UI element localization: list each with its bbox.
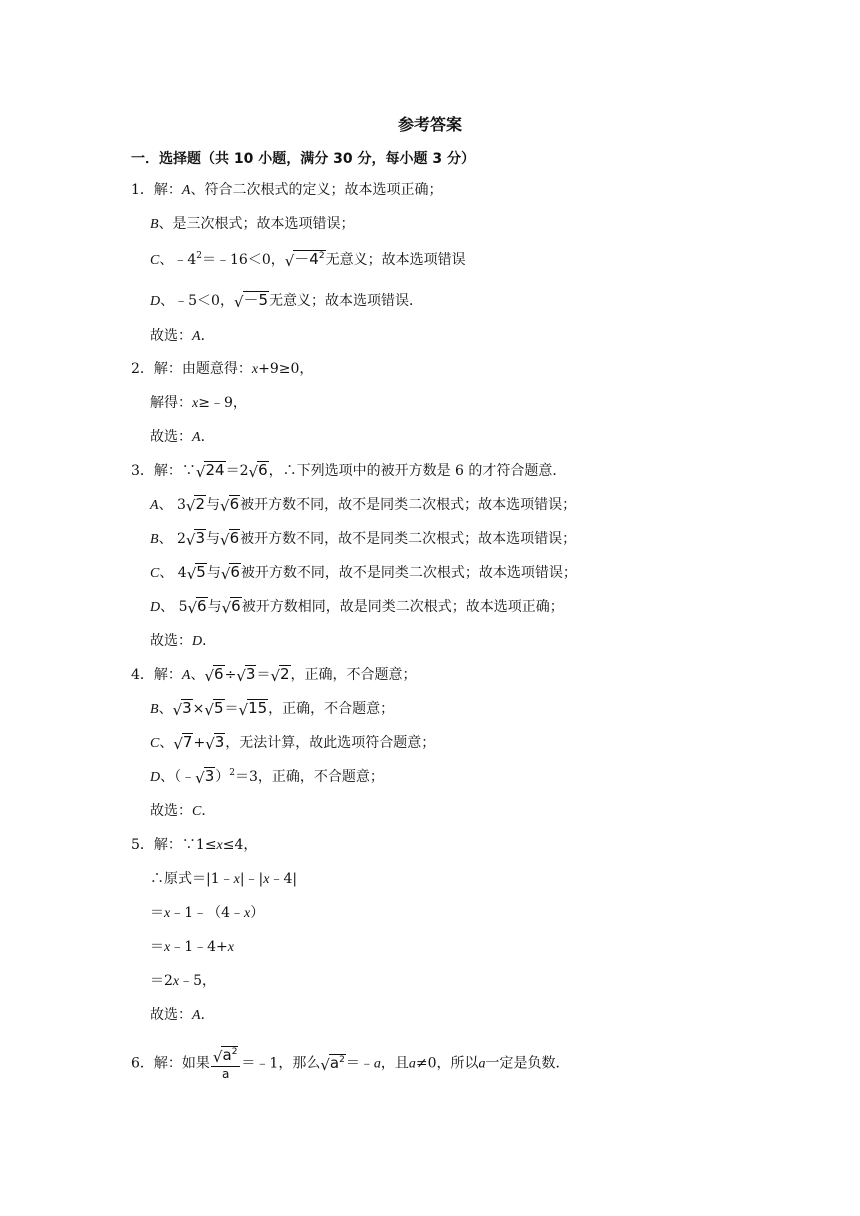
q3-line-a: A、 3√2与√6被开方数不同，故不是同类二次根式；故本选项错误； [150, 495, 577, 515]
q4-line-b: B、√3×√5＝√15，正确，不合题意； [150, 699, 395, 719]
q2-answer: 故选：A． [150, 429, 215, 445]
q1-line-a: 1．解：A、符合二次根式的定义；故本选项正确； [131, 182, 443, 198]
q5-line-3: ＝x﹣1﹣（4﹣x） [150, 905, 265, 921]
q1-line-c: C、$﹣4^2=﹣16<0$，$√-4^2$无意义；故本选项错误 [150, 250, 466, 270]
q4-line-c: C、√7+√3，无法计算，故此选项符合题意； [150, 733, 436, 753]
q3-line-c: C、 4√5与√6被开方数不同，故不是同类二次根式；故本选项错误； [150, 563, 577, 583]
q1-line-b: B、是三次根式；故本选项错误； [150, 216, 355, 232]
q3-line-1: 3．解：∵√24＝2√6，∴下列选项中的被开方数是 6 的才符合题意． [131, 461, 567, 481]
section-heading: 一．选择题（共 10 小题，满分 30 分，每小题 3 分） [131, 151, 475, 167]
fraction: $\frac{√a^2}{a}$ [211, 1046, 241, 1081]
q3-line-d: D、 5√6与√6被开方数相同，故是同类二次根式；故本选项正确； [150, 597, 564, 617]
q1-line-d: D、﹣5＜0，√－5无意义；故本选项错误． [150, 291, 424, 311]
q4-line-a: 4．解：A、√6÷√3＝√2，正确，不合题意； [131, 665, 417, 685]
q5-line-5: ＝2x﹣5， [150, 973, 217, 989]
q2-line-1: 2．解：由题意得：x+9≥0， [131, 361, 314, 377]
q4-line-d: D、（﹣√3）$^2$＝3，正确，不合题意； [150, 767, 384, 787]
q2-line-2: 解得：x≥﹣9， [150, 395, 247, 411]
q4-answer: 故选：C． [150, 803, 216, 819]
q5-line-2: ∴原式＝|1﹣x|﹣|x﹣4| [150, 871, 298, 887]
q3-line-b: B、 2√3与√6被开方数不同，故不是同类二次根式；故本选项错误； [150, 529, 577, 549]
q5-line-4: ＝x﹣1﹣4+x [150, 939, 234, 955]
page-title: 参考答案 [397, 115, 462, 134]
q5-line-1: 5．解：∵1≤x≤4， [131, 837, 258, 853]
q5-answer: 故选：A． [150, 1007, 215, 1023]
q6-line-1: 6．解：如果 $\frac{√a^2}{a}$ ＝﹣1，那么$√a^2=﹣a$，且a≠0，所以a一定是负数． [131, 1046, 570, 1081]
q1-answer: 故选：A． [150, 328, 215, 344]
q3-answer: 故选：D． [150, 633, 217, 649]
